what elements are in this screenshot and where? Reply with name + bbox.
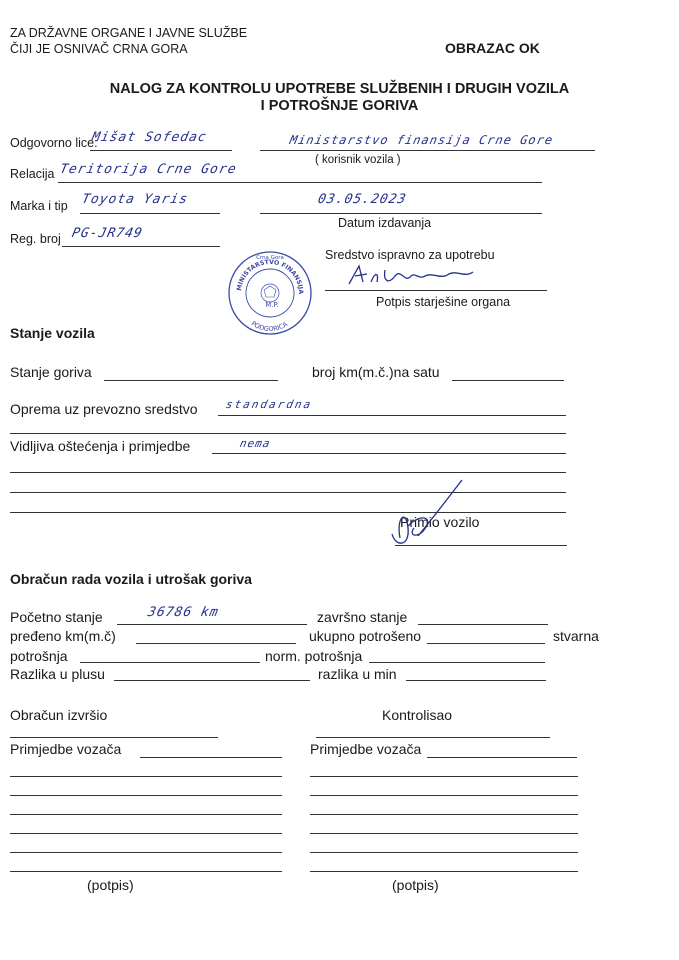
- equipment-label: Oprema uz prevozno sredstvo: [10, 401, 198, 417]
- vehicle-ok-label: Sredstvo ispravno za upotrebu: [325, 248, 495, 262]
- vehicle-state-heading: Stanje vozila: [10, 325, 95, 341]
- form-code: OBRAZAC OK: [445, 40, 540, 56]
- title-line-2: I POTROŠNJE GORIVA: [260, 98, 419, 114]
- start-state-label: Početno stanje: [10, 609, 103, 625]
- vehicle-user-caption: ( korisnik vozila ): [315, 154, 401, 166]
- make-value: Toyota Yaris: [80, 192, 190, 207]
- difference-plus-label: Razlika u plusu: [10, 666, 105, 682]
- equipment-value: standardna: [224, 398, 314, 411]
- calculation-heading: Obračun rada vozila i utrošak goriva: [10, 571, 252, 587]
- received-vehicle-label: Primio vozilo: [400, 514, 480, 530]
- end-state-label: završno stanje: [317, 609, 408, 625]
- damage-value: nema: [238, 437, 272, 450]
- km-traveled-label: pređeno km(m.č): [10, 628, 116, 644]
- calculation-done-label: Obračun izvršio: [10, 707, 108, 723]
- odometer-label: broj km(m.č.)na satu: [312, 364, 440, 380]
- norm-consumption-label: norm. potrošnja: [265, 648, 363, 664]
- seal-bottom-text: PODGORICA: [249, 319, 289, 334]
- total-consumed-label: ukupno potrošeno: [309, 628, 422, 644]
- seal-center-text: M.P.: [265, 301, 279, 309]
- make-label: Marka i tip: [10, 199, 68, 213]
- driver-signature: [378, 478, 468, 553]
- fuel-label: Stanje goriva: [10, 364, 92, 380]
- responsible-person-value: Mišat Sofedac: [90, 130, 209, 145]
- reg-label: Reg. broj: [10, 232, 61, 246]
- driver-notes-right-label: Primjedbe vozača: [310, 741, 422, 757]
- responsible-person-label: Odgovorno lice:: [10, 136, 98, 150]
- reg-value: PG-JR749: [70, 226, 145, 241]
- seal-ring-text: MINISTARSTVO FINANSIJA: [235, 258, 305, 295]
- head-signature-caption: Potpis starješine organa: [376, 295, 511, 309]
- route-label: Relacija: [10, 167, 55, 181]
- title-line-1: NALOG ZA KONTROLU UPOTREBE SLUŽBENIH I DRUGIH VOZILA: [109, 81, 570, 97]
- issuer-line-1: ZA DRŽAVNE ORGANE I JAVNE SLUŽBE: [10, 26, 248, 40]
- head-signature: [345, 262, 495, 292]
- signature-right-caption: (potpis): [392, 877, 439, 893]
- damage-label: Vidljiva oštećenja i primjedbe: [10, 438, 191, 454]
- official-seal: [227, 250, 313, 336]
- issue-date-value: 03.05.2023: [316, 192, 408, 207]
- seal-top-text: Crna Gora: [256, 255, 284, 261]
- consumption-label: potrošnja: [10, 648, 68, 664]
- signature-left-caption: (potpis): [87, 877, 134, 893]
- issue-date-caption: Datum izdavanja: [338, 216, 432, 230]
- driver-notes-left-label: Primjedbe vozača: [10, 741, 122, 757]
- vehicle-user-value: Ministarstvo finansija Crne Gore: [288, 133, 555, 147]
- checked-by-label: Kontrolisao: [382, 707, 453, 723]
- start-state-value: 36786 km: [146, 605, 221, 620]
- difference-minus-label: razlika u min: [318, 666, 397, 682]
- actual-label: stvarna: [553, 628, 599, 644]
- route-value: Teritorija Crne Gore: [58, 162, 239, 177]
- issuer-line-2: ČIJI JE OSNIVAČ CRNA GORA: [10, 42, 188, 56]
